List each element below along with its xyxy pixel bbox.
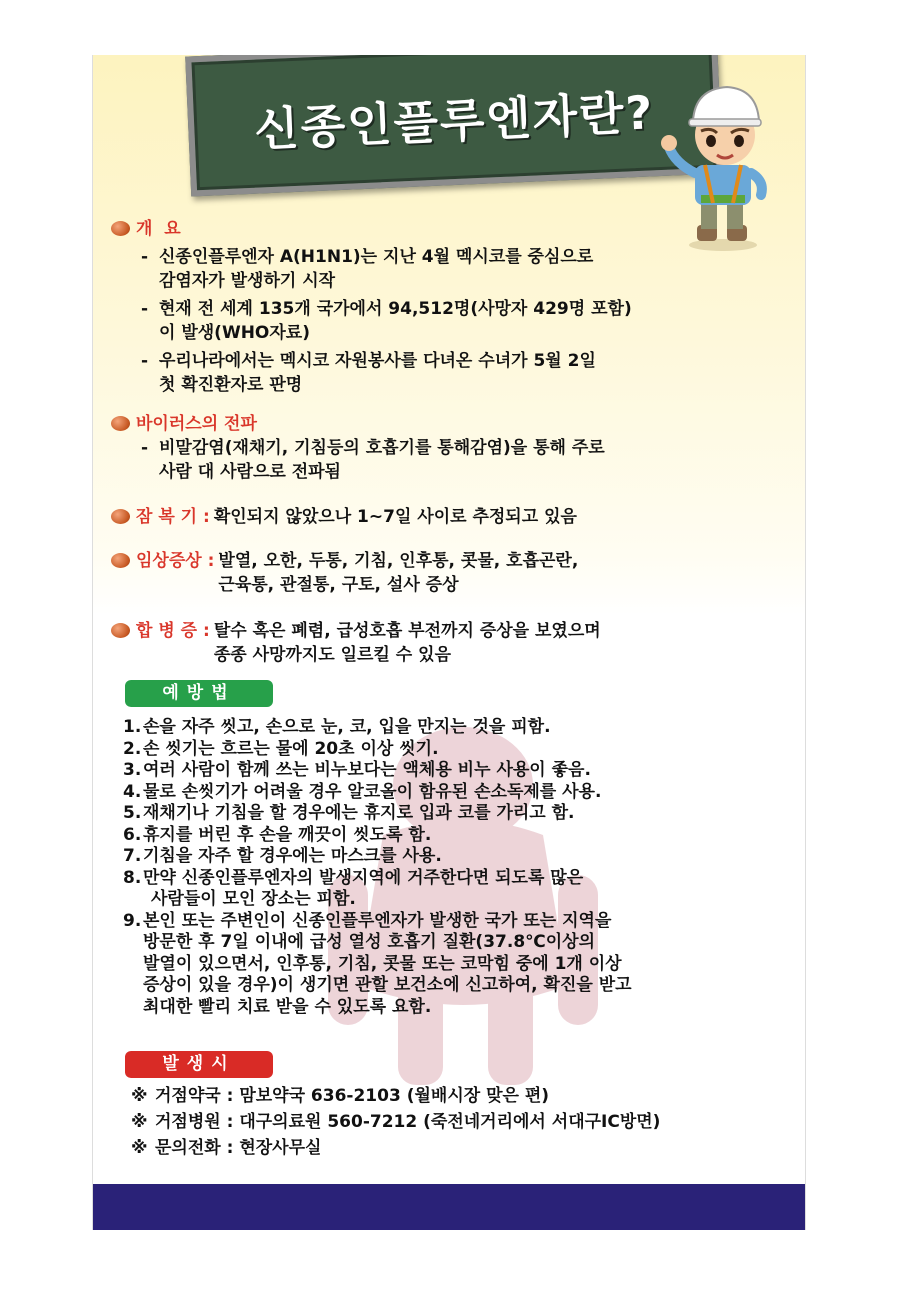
prevention-list (123, 717, 790, 1018)
page-title: 신종인플루엔자란? (253, 85, 656, 157)
bullet-icon (111, 509, 130, 524)
section-spread (111, 412, 785, 484)
list-item: - 신종인플루엔자 A(H1N1)는 지난 4월 멕시코를 중심으로 감염자가 발생하기 시작 (141, 247, 594, 291)
outbreak-label: 발생시 (125, 1051, 273, 1078)
poster (92, 55, 806, 1230)
list-item: 6. 휴지를 버린 후 손을 깨끗이 씻도록 함. (123, 824, 432, 845)
list-item-continuation: 방문한 후 7일 이내에 급성 열성 호흡기 질환(37.8℃이상의 (143, 932, 595, 952)
list-item-continuation: 최대한 빨리 치료 받을 수 있도록 요함. (143, 996, 432, 1017)
section-symptoms (111, 549, 785, 597)
section-overview (111, 217, 785, 397)
contact-row: ※ 거점약국 : 맘보약국 636-2103 (월배시장 맞은 편) (131, 1086, 550, 1106)
section-incubation (111, 505, 785, 529)
contact-list (131, 1083, 660, 1161)
contact-row: ※ 문의전화 : 현장사무실 (131, 1138, 322, 1158)
section-text: 근육통, 관절통, 구토, 설사 증상 (218, 575, 459, 595)
list-item: 9. 본인 또는 주변인이 신종인플루엔자가 발생한 국가 또는 지역을 (123, 910, 612, 931)
bullet-icon (111, 416, 130, 431)
list-item: - 비말감염(재채기, 기침등의 호흡기를 통해감염)을 통해 주로 사람 대 사람으로 전파됨 (141, 438, 605, 482)
list-item-continuation: 증상이 있을 경우)이 생기면 관할 보건소에 신고하여, 확진을 받고 (143, 975, 632, 995)
bullet-icon (111, 553, 130, 568)
section-text: 탈수 혹은 폐렴, 급성호흡 부전까지 증상을 보였으며 (213, 621, 601, 641)
chalkboard (185, 55, 723, 197)
section-text: 확인되지 않았으나 1~7일 사이로 추정되고 있음 (213, 507, 577, 527)
section-title: 합 병 증 : (136, 621, 210, 641)
list-item: 4. 물로 손씻기가 어려울 경우 알코올이 함유된 손소독제를 사용. (123, 781, 602, 802)
list-item: 7. 기침을 자주 할 경우에는 마스크를 사용. (123, 846, 442, 866)
section-title: 잠 복 기 : (136, 507, 210, 527)
bullet-icon (111, 221, 130, 236)
section-title: 바이러스의 전파 (136, 414, 257, 434)
list-item: 8. 만약 신종인플루엔자의 발생지역에 거주한다면 되도록 많은 (123, 867, 584, 888)
list-item: 5. 재채기나 기침을 할 경우에는 휴지로 입과 코를 가리고 함. (123, 803, 575, 823)
section-text: 발열, 오한, 두통, 기침, 인후통, 콧물, 호흡곤란, (218, 551, 579, 571)
section-title: 개 요 (136, 219, 181, 239)
bullet-icon (111, 623, 130, 638)
list-item: 2. 손 씻기는 흐르는 물에 20초 이상 씻기. (123, 738, 439, 759)
footer-band (93, 1184, 805, 1230)
list-item-continuation: 사람들이 모인 장소는 피함. (151, 889, 356, 909)
list-item: - 현재 전 세계 135개 국가에서 94,512명(사망자 429명 포함) 이 발생(WHO자료) (141, 299, 632, 343)
section-title: 임상증상 : (136, 551, 215, 571)
contact-row: ※ 거점병원 : 대구의료원 560-7212 (죽전네거리에서 서대구IC방면) (131, 1112, 661, 1132)
section-complications (111, 619, 785, 667)
list-item: 3. 여러 사람이 함께 쓰는 비누보다는 액체용 비누 사용이 좋음. (123, 760, 591, 780)
section-text: 종종 사망까지도 일르킬 수 있음 (213, 645, 451, 665)
list-item: 1. 손을 자주 씻고, 손으로 눈, 코, 입을 만지는 것을 피함. (123, 717, 551, 737)
list-item: - 우리나라에서는 멕시코 자원봉사를 다녀온 수녀가 5월 2일 첫 확진환자로 판명 (141, 351, 596, 395)
prevention-label: 예방법 (125, 680, 273, 707)
list-item-continuation: 발열이 있으면서, 인후통, 기침, 콧물 또는 코막힘 중에 1개 이상 (143, 953, 622, 974)
